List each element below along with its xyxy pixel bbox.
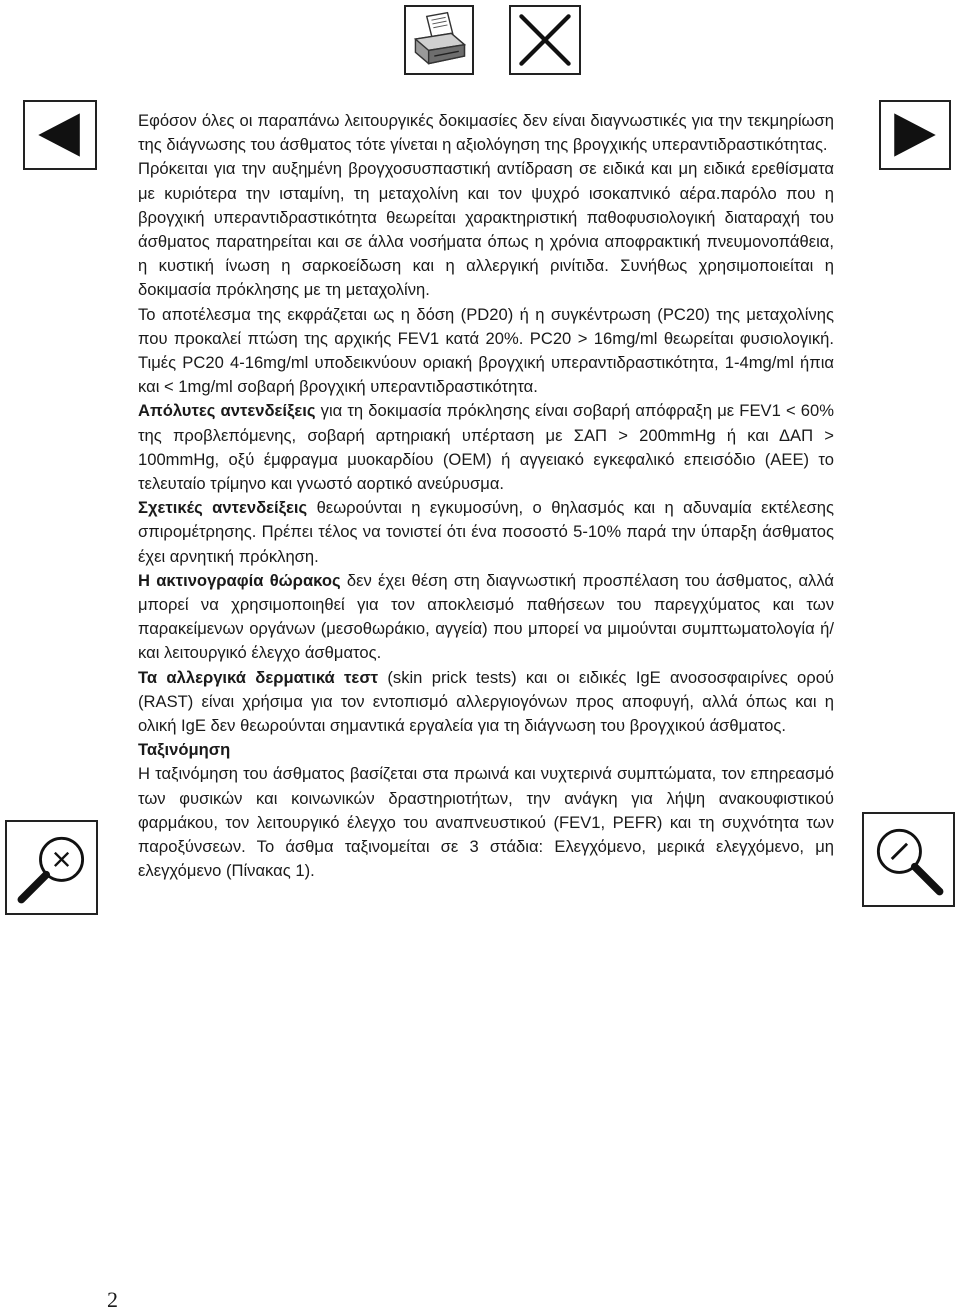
arrow-left-icon: [25, 102, 95, 168]
skin-tests-label: Τα αλλεργικά δερματικά τεστ: [138, 667, 379, 687]
intro-paragraph: Εφόσον όλες οι παραπάνω λειτουργικές δοκιμασίες δεν είναι διαγνωστικές για την τεκμηρίωση της διάγνωσης του άσθματος τότε γίνεται η αξιολόγηση της βρογχικής υπεραντιδραστικότητας.: [138, 111, 834, 155]
next-page-button[interactable]: [879, 100, 951, 170]
classification-paragraph: Η ταξινόμηση του άσθματος βασίζεται στα πρωινά και νυχτερινά συμπτώματα, τον επηρεασμό των φυσικών και κοινωνικών δραστηριοτήτων, την ανάγκη για λήψη ανακουφιστικού φαρμάκου, τον λειτουργικό έλεγχο του αναπνευστικού (FEV1, PEFR) και τη συχνότητα των παροξύνσεων. Το άσθμα ταξινομείται σε 3 στάδια: Ελεγχόμενο, μερικά ελεγχόμενο, μη ελεγχόμενο (Πίνακας 1).: [138, 764, 834, 881]
print-button[interactable]: [404, 5, 474, 75]
relative-contraindications-paragraph: [138, 496, 834, 569]
section-heading: [138, 738, 834, 762]
absolute-contraindications-text: για τη δοκιμασία πρόκλησης είναι σοβαρή απόφραξη με FEV1 < 60% της προβλεπόμενης, σοβαρή αρτηριακή υπέρταση με ΣΑΠ > 200mmHg ή και ΔΑΠ > 100mmHg, οξύ έμφραγμα μυοκαρδίου (ΟΕΜ) ή αγγειακό εγκεφαλικό επεισόδιο (ΑΕΕ) το τελευταίο τρίμηνο και γνωστό αορτικό ανεύρυσμα.: [138, 401, 834, 494]
close-button[interactable]: [509, 5, 581, 75]
absolute-contraindications-label: Απόλυτες αντενδείξεις: [138, 401, 316, 421]
skin-tests-paragraph: [138, 666, 834, 739]
chest-xray-label: Η ακτινογραφία θώρακος: [138, 570, 341, 590]
absolute-contraindications-paragraph: [138, 399, 834, 496]
zoom-out-button[interactable]: [862, 812, 955, 907]
magnifier-plus-icon: [7, 822, 96, 913]
document-body: [138, 109, 834, 884]
chest-xray-text: δεν έχει θέση στη διαγνωστική προσπέλαση του άσθματος, αλλά μπορεί να χρησιμοποιηθεί για τον αποκλεισμό παθήσεων του παρεγχύματος και των παρακείμενων οργάνων (μεσοθωράκιο, αγγεία) που μπορεί να μιμούνται συμπτωματολογία ή/και λειτουργικό έλεγχο άσθματος.: [138, 570, 834, 663]
printer-icon: [406, 7, 472, 73]
zoom-in-button[interactable]: [5, 820, 98, 915]
page-number: 2: [107, 1287, 118, 1312]
arrow-right-icon: [881, 102, 949, 168]
magnifier-minus-icon: [864, 814, 953, 905]
chest-xray-paragraph: [138, 569, 834, 666]
section-heading-text: Ταξινόμηση: [138, 740, 231, 760]
pc20-paragraph: Το αποτέλεσμα της εκφράζεται ως η δόση (PD20) ή η συγκέντρωση (PC20) της μεταχολίνης που προκαλεί πτώση της αρχικής FEV1 κατά 20%. PC20 > 16mg/ml θεωρείται φυσιολογική. Τιμές PC20 4-16mg/ml υποδεικνύουν οριακή βρογχική υπεραντιδραστικότητα, 1-4mg/ml ήπια και < 1mg/ml σοβαρή βρογχική υπεραντιδραστικότητα.: [138, 304, 834, 397]
relative-contraindications-label: Σχετικές αντενδείξεις: [138, 498, 308, 518]
relative-contraindications-text: θεωρούνται η εγκυμοσύνη, ο θηλασμός και η αδυναμία εκτέλεσης σπιρομέτρησης. Πρέπει τέλος να τονιστεί ότι ένα ποσοστό 5-10% παρά την ύπαρξη άσθματος έχει αρνητική πρόκληση.: [138, 498, 834, 566]
close-icon: [511, 7, 579, 73]
previous-page-button[interactable]: [23, 100, 97, 170]
hyperresponsiveness-paragraph: Πρόκειται για την αυξημένη βρογχοσυσπαστική αντίδραση σε ειδικά και μη ειδικά ερεθίσματα με κυριότερα την ισταμίνη, τη μεταχολίνη και τον ψυχρό ισοκαπνικό αέρα.παρόλο που η βρογχική υπεραντιδραστικότητα θεωρείται χαρακτηριστική παθοφυσιολογική διαταραχή του άσθματος παρατηρείται και σε άλλα νοσήματα όπως η χρόνια αποφρακτική πνευμονοπάθεια, η κυστική ίνωση η σαρκοείδωση και η αλλεργική ρινίτιδα. Συνήθως χρησιμοποιείται η δοκιμασία πρόκλησης με τη μεταχολίνη.: [138, 159, 834, 300]
skin-tests-text: (skin prick tests) και οι ειδικές IgE ανοσοσφαιρίνες ορού (RAST) είναι χρήσιμα για τον εντοπισμό αλλεργιογόνων προς αποφυγή, αλλά όπως και η ολική IgE δεν θεωρούνται σημαντικά εργαλεία για τη διάγνωση του βρογχικού άσθματος.: [138, 667, 834, 736]
